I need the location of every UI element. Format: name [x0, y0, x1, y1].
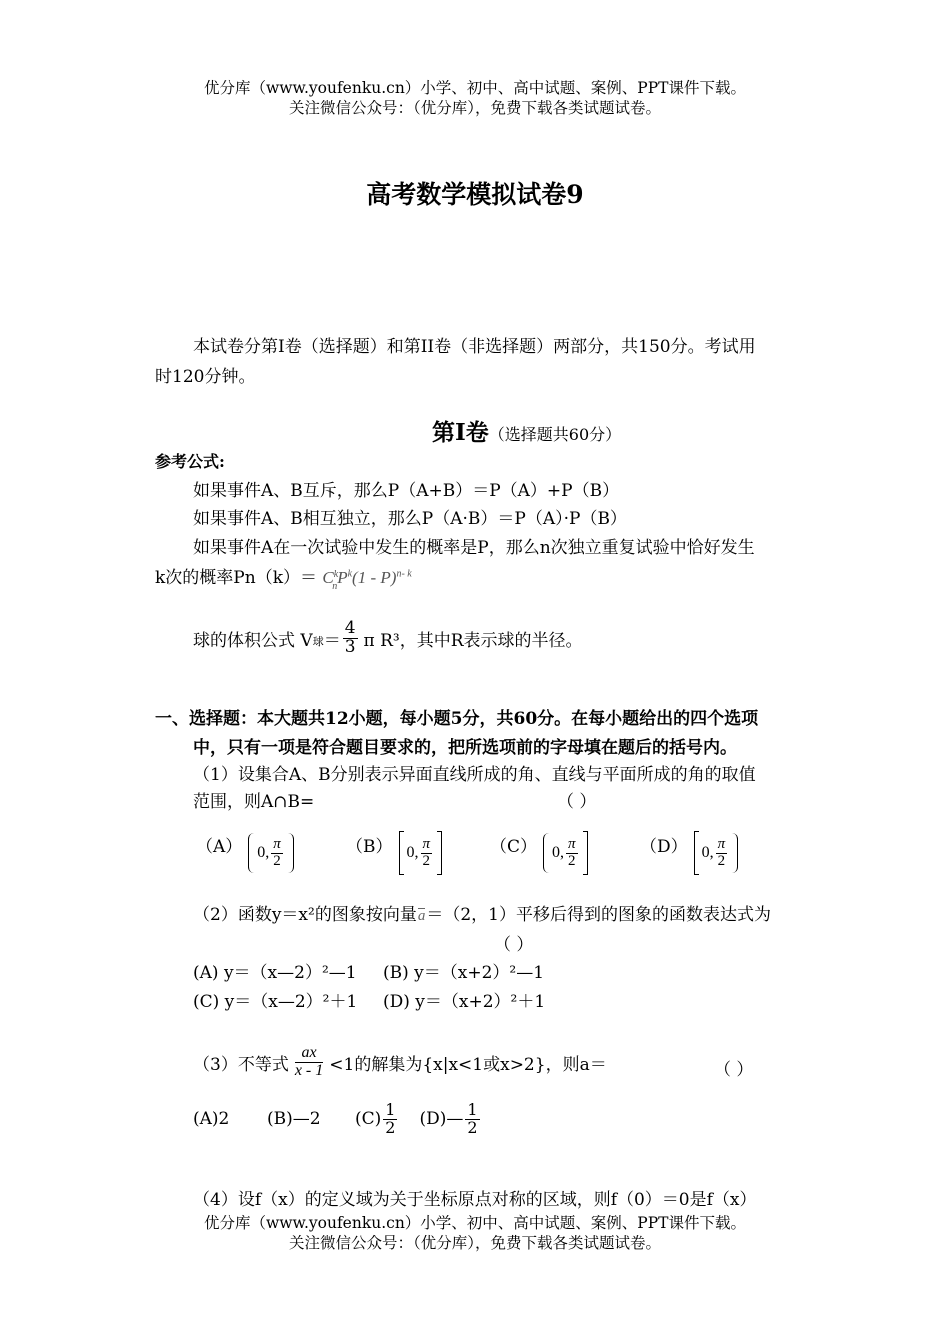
formula-4-suffix: π R³，其中R表示球的半径。	[363, 630, 583, 651]
q1-option-b	[346, 830, 442, 876]
right-paren	[288, 833, 294, 873]
formula-4-eq: ＝	[323, 630, 341, 651]
q1-line-2: 范围，则A∩B=	[193, 792, 315, 812]
q3-option-c-fraction	[383, 1102, 397, 1137]
q3-fraction-den: x - 1	[294, 1061, 324, 1079]
section1-line-2: 中，只有一项是符合题目要求的，把所选项前的字母填在题后的括号内。	[193, 738, 737, 758]
intro-line-1: 本试卷分第I卷（选择题）和第II卷（非选择题）两部分，共150分。考试用	[193, 337, 756, 357]
interval-body: 0, $\frac{\pi}{2}$	[552, 835, 576, 869]
q3-line	[193, 1045, 607, 1080]
q1-option-d	[640, 830, 738, 876]
interval-body: 0, $\frac{\pi}{2}$	[701, 835, 726, 869]
q1-line-1: （1）设集合A、B分别表示异面直线所成的角、直线与平面所成的角的取值	[193, 765, 756, 785]
formula-3-line-1: 如果事件A在一次试验中发生的概率是P，那么n次独立重复试验中恰好发生	[193, 538, 755, 558]
q2-option-d: (D) y＝（x+2）²＋1	[383, 992, 546, 1012]
part1-subtitle: （选择题共60分）	[488, 425, 622, 444]
q1-option-c	[490, 830, 588, 876]
q3-option-c: (C)	[355, 1109, 382, 1130]
q3-options	[193, 1102, 482, 1137]
fraction-den: 3	[344, 636, 356, 657]
q2-text-b: ＝（2，1）平移后得到的图象的函数表达式为	[426, 905, 771, 925]
interval-body: 0, $\frac{\pi}{2}$	[406, 835, 431, 869]
q3-option-a: (A)2	[193, 1109, 230, 1130]
formula-4-prefix: 球的体积公式 V	[193, 630, 313, 651]
q1-option-a-label: （A）	[196, 837, 243, 857]
part1-heading	[432, 414, 621, 447]
q3-option-b: (B)—2	[267, 1109, 321, 1130]
page-title: 高考数学模拟试卷9	[366, 180, 584, 209]
q1-option-d-label: （D）	[640, 837, 688, 857]
part1-title: 第I卷	[432, 419, 489, 446]
q1-answer-paren: （ ）	[557, 792, 597, 812]
q3-fraction-num: ax	[295, 1045, 322, 1063]
q3-fraction	[293, 1045, 325, 1080]
q1-option-c-label: （C）	[490, 837, 538, 857]
q1-option-a	[196, 830, 294, 876]
fraction-den: 2	[385, 1117, 396, 1137]
formula-3-line-2	[155, 563, 412, 592]
right-bracket	[437, 831, 442, 875]
fraction-4-3	[343, 620, 358, 657]
right-bracket	[583, 831, 588, 875]
q3-option-d-fraction	[465, 1102, 479, 1137]
interval-body: 0, $\frac{\pi}{2}$	[257, 835, 281, 869]
vector-a-symbol: a	[417, 908, 426, 924]
q2-answer-paren: （ ）	[494, 935, 534, 955]
formula-3-text: k次的概率Pn（k）＝	[155, 568, 317, 588]
q3-prefix: （3）不等式	[193, 1054, 289, 1075]
formula-1: 如果事件A、B互斥，那么P（A+B）＝P（A）+P（B）	[193, 481, 620, 501]
footer-line-1: 优分库（www.youfenku.cn）小学、初中、高中试题、案例、PPT课件下载。	[203, 1214, 747, 1232]
q3-suffix: <1的解集为{x|x<1或x>2}，则a＝	[329, 1054, 607, 1075]
formula-4-sub: 球	[312, 635, 324, 649]
footer-line-2: 关注微信公众号：（优分库），免费下载各类试题试卷。	[288, 1234, 661, 1252]
formulas-label: 参考公式:	[155, 452, 225, 471]
q3-answer-paren: （ ）	[714, 1060, 754, 1080]
q1-option-b-label: （B）	[346, 837, 393, 857]
q2-option-c: (C) y＝（x—2）²＋1	[193, 992, 358, 1012]
fraction-num: 4	[344, 618, 356, 638]
q2-option-b: (B) y＝（x+2）²—1	[383, 963, 545, 983]
q4-line-1: （4）设f（x）的定义域为关于坐标原点对称的区域，则f（0）＝0是f（x）	[193, 1190, 757, 1210]
formula-4	[193, 620, 583, 657]
header-line-2: 关注微信公众号：（优分库），免费下载各类试题试卷。	[288, 99, 661, 117]
section1-line-1: 一、选择题：本大题共12小题，每小题5分，共60分。在每小题给出的四个选项	[155, 709, 759, 729]
formula-2: 如果事件A、B相互独立，那么P（A·B）＝P（A）·P（B）	[193, 509, 627, 529]
intro-line-2: 时120分钟。	[155, 367, 256, 387]
q2-option-a: (A) y＝（x—2）²—1	[193, 963, 357, 983]
q2-text-a: （2）函数y＝x²的图象按向量	[193, 905, 417, 925]
right-paren	[732, 833, 738, 873]
q2-line-1	[193, 900, 771, 925]
binomial-formula: $C^k_nP^k(1 - P)^{n- k}$	[322, 568, 412, 592]
q3-option-d: (D)—	[419, 1109, 464, 1130]
fraction-num: 1	[385, 1100, 396, 1119]
header-line-1: 优分库（www.youfenku.cn）小学、初中、高中试题、案例、PPT课件下载。	[203, 79, 747, 97]
fraction-den: 2	[467, 1117, 478, 1137]
fraction-num: 1	[467, 1100, 478, 1119]
